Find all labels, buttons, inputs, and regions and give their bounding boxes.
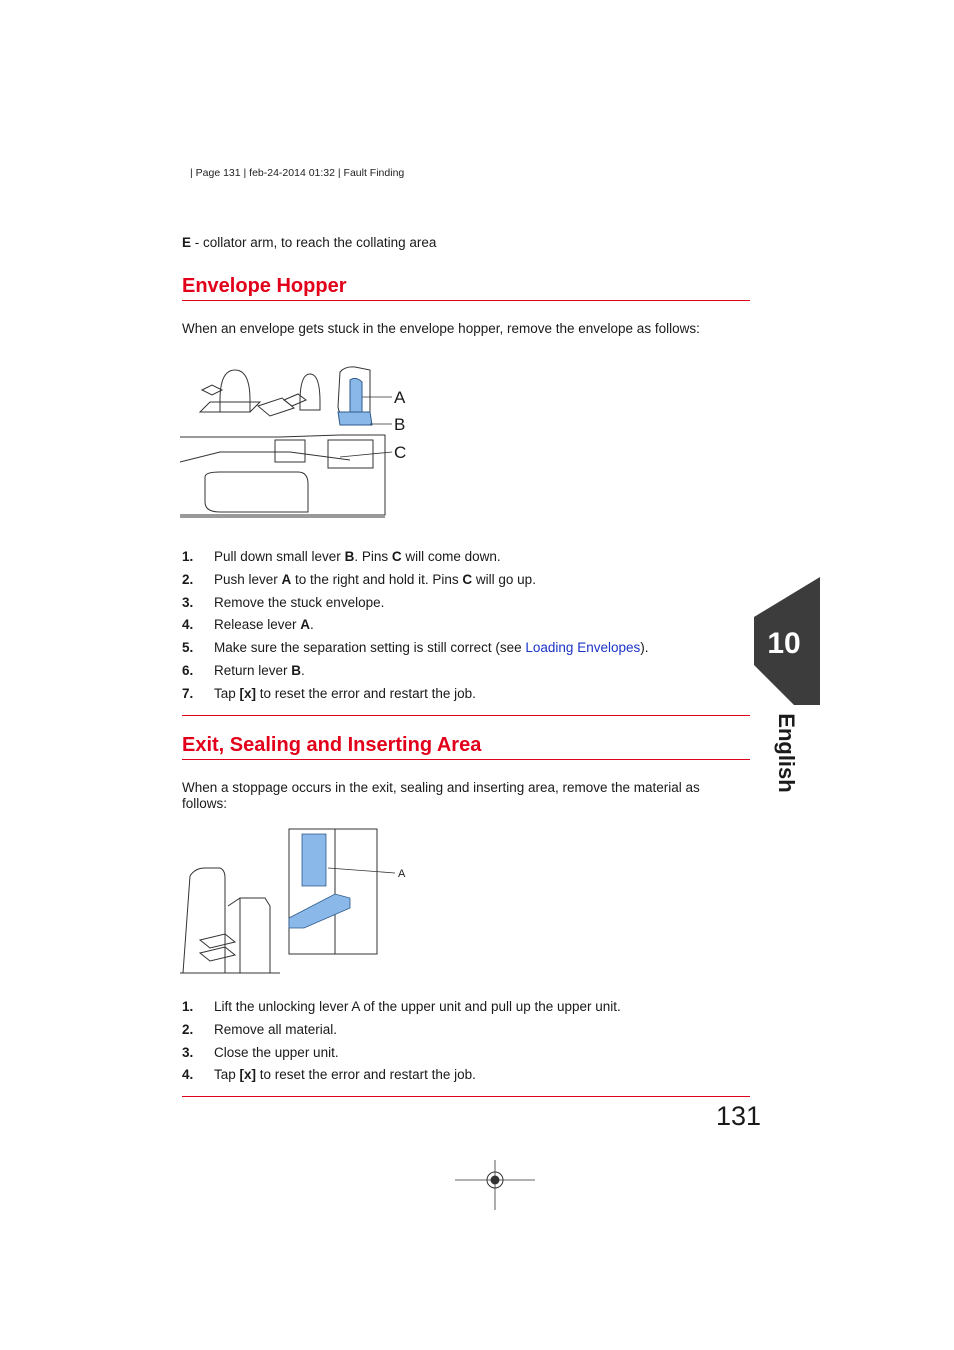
step-emphasis: C bbox=[462, 571, 473, 587]
lever-a-highlight bbox=[350, 378, 362, 417]
step-text: will come down. bbox=[401, 549, 501, 564]
step-emphasis: B bbox=[291, 662, 302, 678]
figure-pin-block bbox=[328, 440, 373, 468]
language-label: English bbox=[774, 713, 799, 793]
step-text: Remove all material. bbox=[214, 1021, 338, 1037]
step-item bbox=[182, 686, 648, 709]
step-text: Pull down small lever bbox=[214, 549, 345, 564]
step-text: will go up. bbox=[472, 571, 536, 587]
step-item bbox=[182, 999, 621, 1022]
lever-b-highlight bbox=[338, 412, 372, 425]
step-emphasis: A bbox=[300, 617, 311, 633]
figure-label-c: C bbox=[394, 443, 407, 462]
step-text: to reset the error and restart the job. bbox=[256, 1067, 476, 1083]
figure-hopper-part bbox=[300, 374, 320, 410]
figure-label-a: A bbox=[394, 388, 406, 407]
step-item bbox=[182, 1067, 621, 1090]
step-emphasis: B bbox=[344, 549, 355, 564]
step-text: Tap bbox=[214, 685, 240, 701]
step-text: . bbox=[310, 617, 314, 633]
step-item bbox=[182, 617, 648, 640]
figure-arrow bbox=[202, 385, 222, 395]
step-item bbox=[182, 640, 648, 663]
figure-machine-outline bbox=[190, 868, 225, 973]
step-item bbox=[182, 663, 648, 686]
running-header: | Page 131 | feb-24-2014 01:32 | Fault Finding bbox=[190, 167, 405, 179]
figure-base-line bbox=[180, 452, 350, 462]
envelope-hopper-figure bbox=[180, 362, 415, 522]
exit-area-steps bbox=[182, 999, 621, 1090]
footer-divider bbox=[182, 1096, 750, 1097]
figure-front-cover bbox=[205, 472, 308, 512]
chapter-tab bbox=[754, 577, 820, 705]
step-text: ). bbox=[640, 640, 649, 656]
intro-text: - collator arm, to reach the collating area bbox=[191, 235, 437, 250]
figure-clip bbox=[258, 398, 294, 416]
step-item bbox=[182, 1022, 621, 1045]
step-number: 2. bbox=[182, 571, 194, 587]
figure-label-b: B bbox=[394, 415, 406, 434]
step-text: Release lever bbox=[214, 617, 301, 633]
figure-tray bbox=[200, 947, 235, 961]
step-number: 4. bbox=[182, 617, 194, 633]
registration-mark-icon bbox=[455, 1160, 535, 1212]
exit-area-figure bbox=[180, 828, 415, 978]
step-text: Close the upper unit. bbox=[214, 1044, 339, 1060]
figure-hopper-part bbox=[220, 370, 250, 412]
figure-tray bbox=[200, 934, 235, 948]
step-text: Remove the stuck envelope. bbox=[214, 594, 385, 610]
step-number: 5. bbox=[182, 640, 194, 656]
figure-clip bbox=[284, 394, 306, 406]
step-number: 3. bbox=[182, 594, 194, 610]
chapter-number: 10 bbox=[767, 627, 801, 660]
section-title-envelope-hopper: Envelope Hopper bbox=[182, 275, 750, 301]
step-text: to the right and hold it. Pins bbox=[291, 571, 463, 587]
step-text: to reset the error and restart the job. bbox=[256, 685, 476, 701]
step-number: 7. bbox=[182, 685, 194, 701]
step-number: 4. bbox=[182, 1067, 194, 1083]
intro-line bbox=[182, 235, 436, 250]
step-number: 1. bbox=[182, 549, 194, 564]
step-emphasis: A bbox=[281, 571, 292, 587]
figure-pin-block bbox=[275, 440, 305, 462]
step-text: . bbox=[301, 662, 305, 678]
step-number: 1. bbox=[182, 999, 194, 1014]
figure-base-outline bbox=[180, 435, 385, 515]
step-item bbox=[182, 549, 648, 572]
step-item bbox=[182, 595, 648, 618]
step-emphasis: [x] bbox=[239, 685, 257, 701]
cross-reference-link[interactable]: Loading Envelopes bbox=[525, 640, 641, 656]
material-path-highlight bbox=[289, 894, 350, 928]
step-emphasis: [x] bbox=[239, 1067, 257, 1083]
step-number: 6. bbox=[182, 662, 194, 678]
section-divider bbox=[182, 715, 750, 716]
callout-line-c bbox=[340, 452, 392, 457]
step-text: Make sure the separation setting is still correct (see bbox=[214, 640, 526, 656]
step-number: 3. bbox=[182, 1044, 194, 1060]
figure-plate bbox=[200, 402, 260, 412]
figure-label-a: A bbox=[398, 868, 406, 880]
exit-area-paragraph: When a stoppage occurs in the exit, sealing and inserting area, remove the material as follows: bbox=[182, 780, 700, 811]
envelope-hopper-paragraph: When an envelope gets stuck in the envelope hopper, remove the envelope as follows: bbox=[182, 321, 700, 336]
step-text: Return lever bbox=[214, 662, 292, 678]
step-item bbox=[182, 1045, 621, 1068]
callout-line-a bbox=[328, 868, 395, 873]
section-title-exit-area: Exit, Sealing and Inserting Area bbox=[182, 734, 750, 760]
step-emphasis: C bbox=[391, 549, 402, 564]
step-text: Lift the unlocking lever A of the upper unit and pull up the upper unit. bbox=[214, 999, 621, 1014]
upper-unit-highlight bbox=[302, 834, 326, 886]
step-text: Push lever bbox=[214, 571, 282, 587]
figure-machine-outline bbox=[183, 876, 190, 973]
page-number: 131 bbox=[716, 1101, 762, 1131]
envelope-hopper-steps bbox=[182, 549, 648, 709]
step-item bbox=[182, 572, 648, 595]
intro-letter: E bbox=[182, 235, 192, 250]
step-text: . Pins bbox=[354, 549, 392, 564]
step-text: Tap bbox=[214, 1067, 240, 1083]
figure-machine-outline bbox=[228, 898, 270, 973]
step-number: 2. bbox=[182, 1021, 194, 1037]
